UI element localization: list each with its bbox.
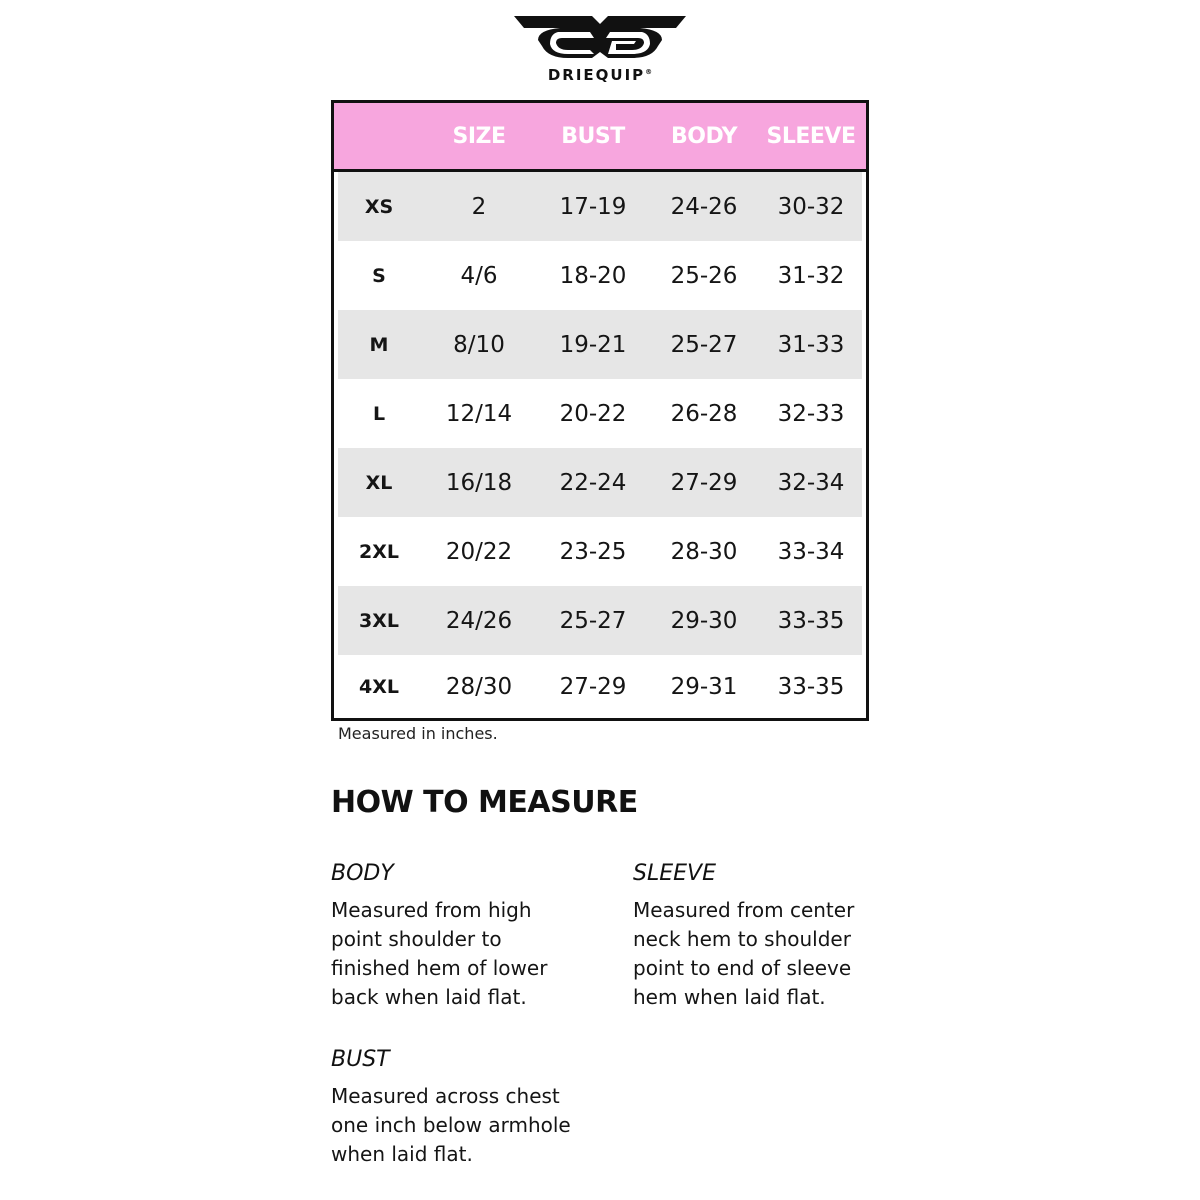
- header-cell-sleeve: SLEEVE: [766, 123, 856, 149]
- sleeve-cell: 33-34: [777, 538, 845, 565]
- row-label-cell: XS: [364, 195, 394, 218]
- measure-body-heading: BODY: [331, 861, 394, 886]
- text-line: Measured from center: [633, 898, 855, 922]
- sleeve-cell: 31-32: [777, 262, 845, 289]
- body-cell: 29-31: [670, 673, 738, 700]
- text-line: hem when laid flat.: [633, 985, 826, 1009]
- bust-cell: 19-21: [559, 331, 627, 358]
- measure-bust-text: [331, 1082, 581, 1169]
- text-line: finished hem of lower: [331, 956, 548, 980]
- sleeve-cell: 32-34: [777, 469, 845, 496]
- body-cell: 25-26: [670, 262, 738, 289]
- body-cell: 26-28: [670, 400, 738, 427]
- logo-wings-icon: [512, 12, 688, 66]
- sleeve-cell: 32-33: [777, 400, 845, 427]
- row-label-cell: 4XL: [359, 675, 399, 698]
- bust-cell: 25-27: [559, 607, 627, 634]
- row-label-cell: S: [372, 264, 386, 287]
- text-line: neck hem to shoulder: [633, 927, 851, 951]
- table-row: [338, 172, 862, 241]
- size-cell: 16/18: [445, 469, 513, 496]
- header-cell-body: BODY: [670, 123, 738, 149]
- body-cell: 28-30: [670, 538, 738, 565]
- text-line: Measured across chest: [331, 1084, 560, 1108]
- row-label-cell: L: [372, 402, 386, 425]
- measure-body-text: [331, 896, 581, 1012]
- size-cell: 2: [471, 193, 487, 220]
- text-line: back when laid flat.: [331, 985, 527, 1009]
- size-cell: 4/6: [460, 262, 498, 289]
- size-cell: 24/26: [445, 607, 513, 634]
- units-note: Measured in inches.: [338, 724, 498, 743]
- table-row: [338, 310, 862, 379]
- bust-cell: 27-29: [559, 673, 627, 700]
- sleeve-cell: 30-32: [777, 193, 845, 220]
- table-row: [338, 655, 862, 718]
- text-line: point shoulder to: [331, 927, 502, 951]
- text-line: when laid flat.: [331, 1142, 473, 1166]
- row-label-cell: 3XL: [359, 609, 399, 632]
- bust-cell: 17-19: [559, 193, 627, 220]
- measure-body-section: [331, 861, 581, 1012]
- body-cell: 27-29: [670, 469, 738, 496]
- text-line: one inch below armhole: [331, 1113, 571, 1137]
- measure-bust-heading: BUST: [331, 1047, 390, 1072]
- body-cell: 25-27: [670, 331, 738, 358]
- table-row: [338, 379, 862, 448]
- how-to-measure-title: HOW TO MEASURE: [331, 785, 638, 820]
- table-row: [338, 586, 862, 655]
- size-cell: 28/30: [445, 673, 513, 700]
- row-label-cell: XL: [365, 471, 393, 494]
- size-cell: 8/10: [453, 331, 505, 358]
- size-cell: 20/22: [445, 538, 513, 565]
- sleeve-cell: 33-35: [777, 607, 845, 634]
- brand-logo: [512, 12, 688, 86]
- body-cell: 24-26: [670, 193, 738, 220]
- brand-name: DRIEQUIP®: [547, 66, 653, 84]
- bust-cell: 23-25: [559, 538, 627, 565]
- measure-sleeve-text: [633, 896, 883, 1012]
- header-cell-blank: [334, 103, 424, 169]
- row-label-cell: 2XL: [359, 540, 399, 563]
- header-cell-bust: BUST: [561, 123, 625, 149]
- sleeve-cell: 31-33: [777, 331, 845, 358]
- header-cell-size: SIZE: [452, 123, 506, 149]
- measure-sleeve-heading: SLEEVE: [633, 861, 716, 886]
- text-line: point to end of sleeve: [633, 956, 852, 980]
- table-header-row: [334, 103, 866, 172]
- size-chart-table: [331, 100, 869, 721]
- size-cell: 12/14: [445, 400, 513, 427]
- measure-bust-section: [331, 1047, 581, 1169]
- bust-cell: 20-22: [559, 400, 627, 427]
- bust-cell: 22-24: [559, 469, 627, 496]
- text-line: Measured from high: [331, 898, 532, 922]
- sleeve-cell: 33-35: [777, 673, 845, 700]
- table-row: [338, 517, 862, 586]
- body-cell: 29-30: [670, 607, 738, 634]
- row-label-cell: M: [369, 333, 389, 356]
- bust-cell: 18-20: [559, 262, 627, 289]
- measure-sleeve-section: [633, 861, 883, 1012]
- table-row: [338, 241, 862, 310]
- table-row: [338, 448, 862, 517]
